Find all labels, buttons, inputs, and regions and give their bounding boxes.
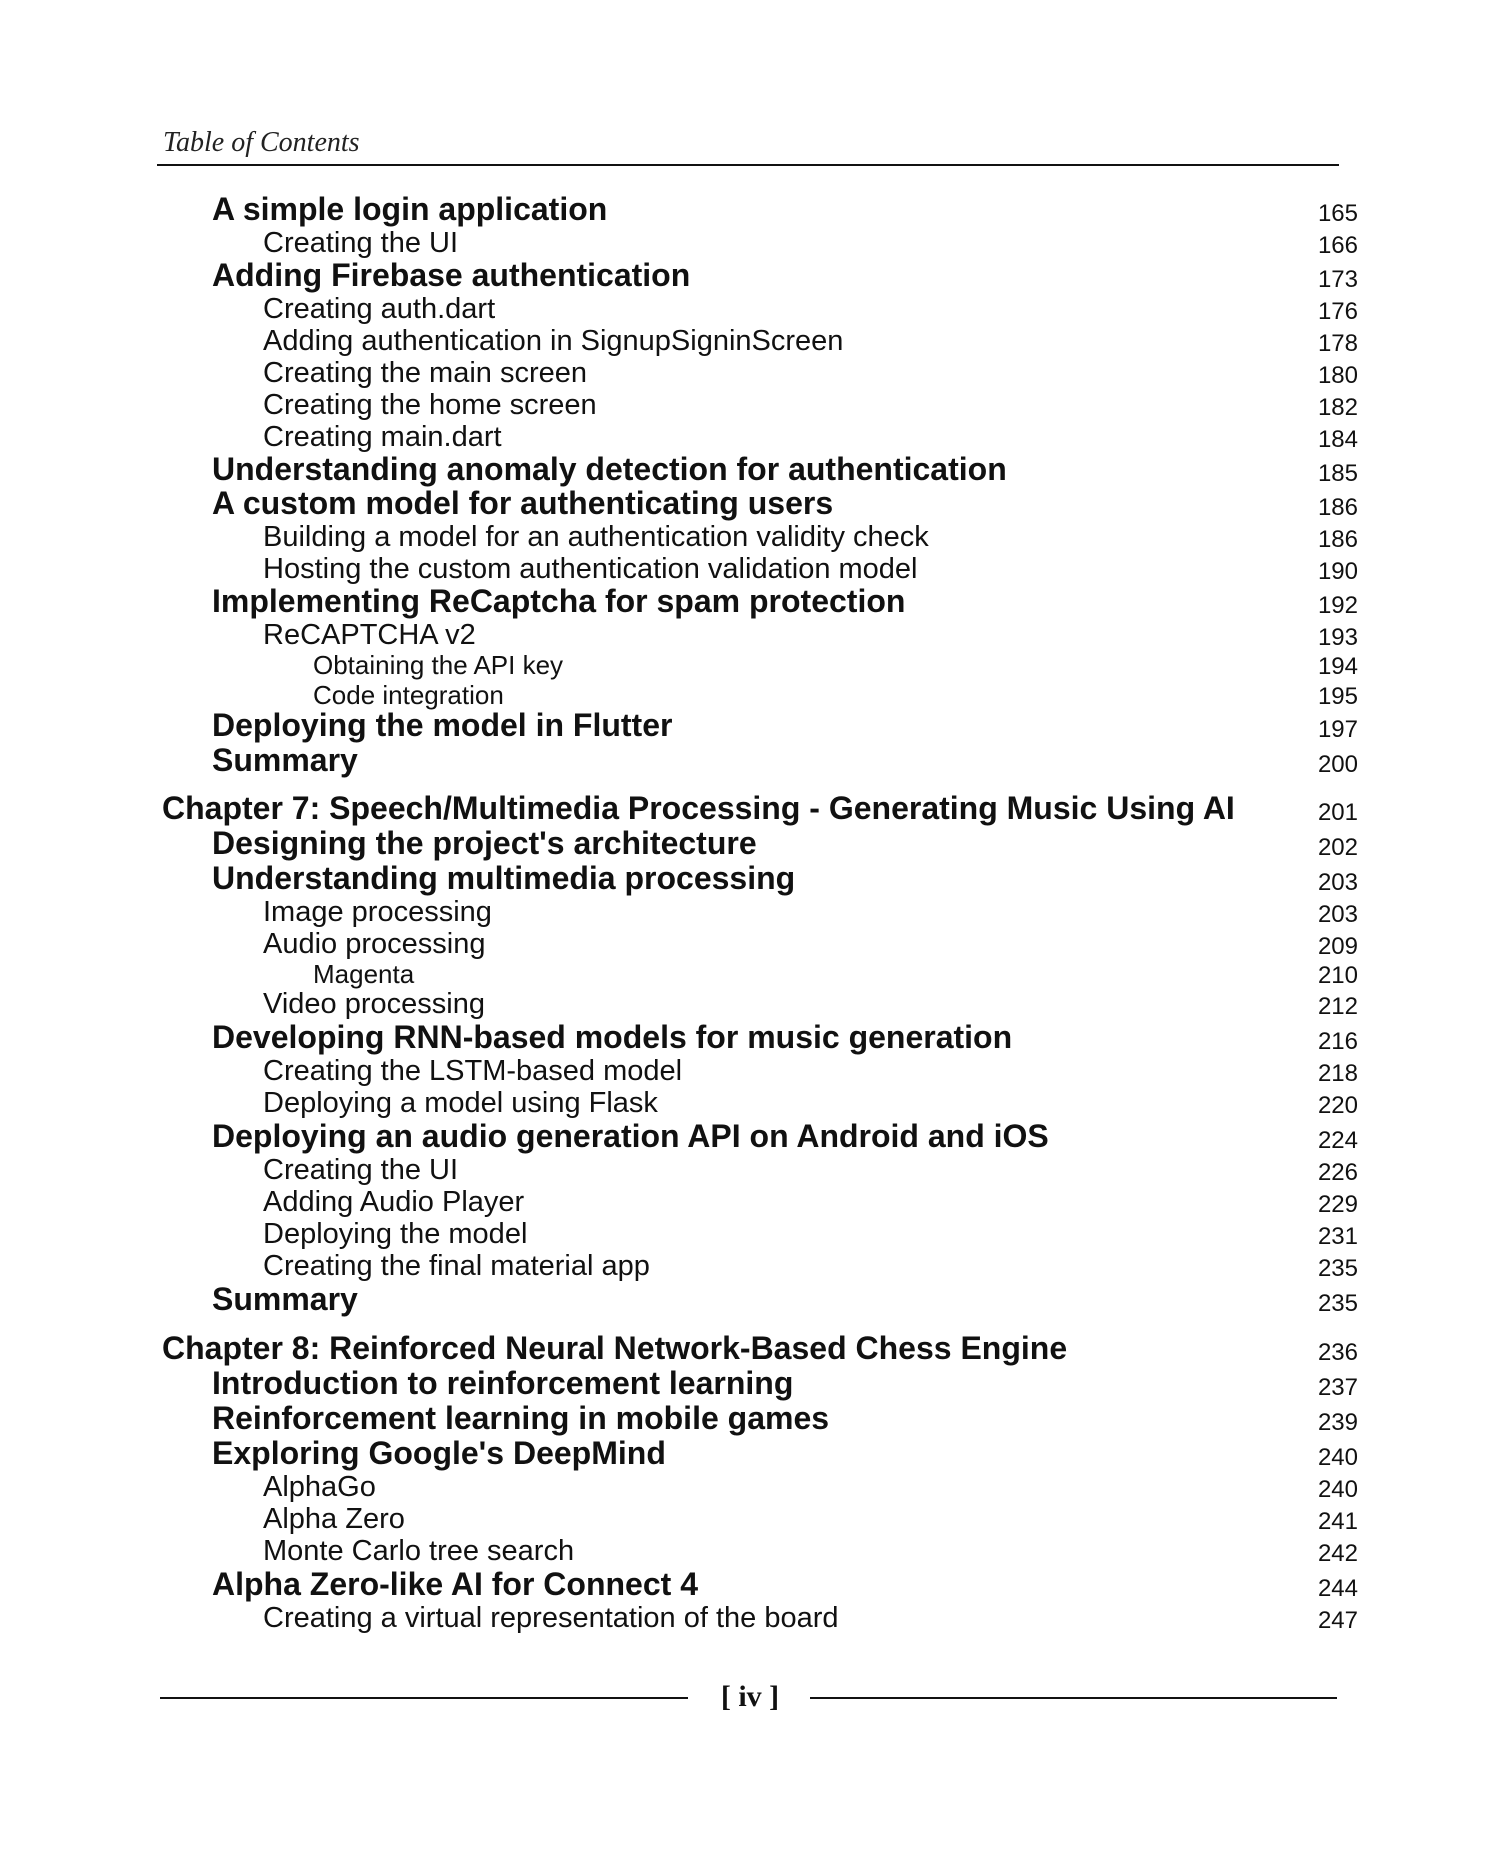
- toc-entry[interactable]: [263, 1153, 1358, 1187]
- toc-entry[interactable]: [263, 420, 1358, 454]
- toc-entry[interactable]: [212, 742, 1358, 779]
- toc-entry-page: 212: [1317, 993, 1358, 1020]
- toc-entry[interactable]: [212, 1281, 1358, 1318]
- toc-entry-title: Summary: [212, 742, 358, 778]
- toc-entry[interactable]: [212, 825, 1358, 862]
- toc-entry-title: Deploying a model using Flask: [263, 1087, 658, 1119]
- toc-entry-page: 194: [1317, 653, 1358, 680]
- toc-entry-page: 237: [1317, 1374, 1358, 1401]
- toc-entry-title: Understanding anomaly detection for authentication: [212, 451, 1007, 487]
- toc-entry-title: Creating the UI: [263, 227, 459, 259]
- toc-entry[interactable]: [212, 1365, 1358, 1402]
- toc-entry-page: 201: [1317, 799, 1358, 826]
- toc-entry-page: 203: [1317, 901, 1358, 928]
- page-number: [ iv ]: [720, 1680, 780, 1713]
- toc-entry[interactable]: [263, 1054, 1358, 1088]
- toc-chapter-entry[interactable]: [162, 1330, 1358, 1367]
- toc-entry-page: 241: [1317, 1508, 1358, 1535]
- toc-entry[interactable]: [212, 451, 1358, 488]
- toc-entry[interactable]: [263, 1534, 1358, 1568]
- toc-entry-page: 192: [1317, 592, 1358, 619]
- toc-entry-page: 190: [1317, 558, 1358, 585]
- toc-entry[interactable]: [263, 520, 1358, 554]
- toc-entry-page: 166: [1317, 232, 1358, 259]
- toc-entry-title: Understanding multimedia processing: [212, 860, 796, 896]
- toc-entry-title: Monte Carlo tree search: [263, 1535, 575, 1567]
- toc-entry-page: 242: [1317, 1540, 1358, 1567]
- toc-entry-title: Creating the UI: [263, 1154, 459, 1186]
- toc-entry-title: Hosting the custom authentication validation model: [263, 553, 918, 585]
- toc-entry-page: 240: [1317, 1444, 1358, 1471]
- toc-entry[interactable]: [263, 1217, 1358, 1251]
- toc-entry-title: Adding Audio Player: [263, 1186, 525, 1218]
- toc-entry-title: Alpha Zero: [263, 1503, 405, 1535]
- toc-entry-page: 209: [1317, 933, 1358, 960]
- toc-entry-page: 173: [1317, 266, 1358, 293]
- toc-entry-page: 176: [1317, 298, 1358, 325]
- toc-entry-title: Deploying the model in Flutter: [212, 707, 673, 743]
- toc-entry-page: 200: [1317, 751, 1358, 778]
- toc-entry-page: 224: [1317, 1127, 1358, 1154]
- toc-entry-title: Introduction to reinforcement learning: [212, 1365, 794, 1401]
- toc-entry-title: Chapter 8: Reinforced Neural Network-Based Chess Engine: [162, 1330, 1068, 1366]
- toc-entry[interactable]: [212, 860, 1358, 897]
- toc-entry-title: Deploying the model: [263, 1218, 528, 1250]
- toc-entry-page: 235: [1317, 1290, 1358, 1317]
- toc-entry-page: 195: [1317, 683, 1358, 710]
- toc-entry-title: Creating main.dart: [263, 421, 502, 453]
- toc-entry-title: A simple login application: [212, 191, 608, 227]
- toc-entry[interactable]: [263, 1601, 1358, 1635]
- toc-entry-title: Creating the LSTM-based model: [263, 1055, 683, 1087]
- toc-entry-page: 210: [1317, 962, 1358, 989]
- toc-entry-title: Creating the final material app: [263, 1250, 650, 1282]
- toc-entry-title: Designing the project's architecture: [212, 825, 757, 861]
- toc-entry-page: 185: [1317, 460, 1358, 487]
- toc-entry-title: Audio processing: [263, 928, 486, 960]
- toc-entry-title: Adding authentication in SignupSigninScreen: [263, 325, 844, 357]
- toc-entry-page: 165: [1317, 200, 1358, 227]
- toc-entry[interactable]: [212, 1118, 1358, 1155]
- toc-entry-page: 239: [1317, 1409, 1358, 1436]
- toc-entry-title: Summary: [212, 1281, 358, 1317]
- toc-entry[interactable]: [313, 677, 1358, 711]
- toc-entry[interactable]: [263, 292, 1358, 326]
- toc-entry[interactable]: [263, 987, 1358, 1021]
- toc-entry[interactable]: [313, 647, 1358, 681]
- toc-entry-page: 216: [1317, 1028, 1358, 1055]
- toc-entry-page: 197: [1317, 716, 1358, 743]
- toc-entry-page: 226: [1317, 1159, 1358, 1186]
- toc-entry-title: Creating the home screen: [263, 389, 597, 421]
- toc-entry-title: Exploring Google's DeepMind: [212, 1435, 666, 1471]
- toc-entry[interactable]: [263, 1470, 1358, 1504]
- toc-entry-title: Adding Firebase authentication: [212, 257, 691, 293]
- toc-entry[interactable]: [263, 226, 1358, 260]
- toc-entry[interactable]: [263, 1086, 1358, 1120]
- toc-entry[interactable]: [263, 324, 1358, 358]
- toc-entry-page: 182: [1317, 394, 1358, 421]
- toc-entry-page: 240: [1317, 1476, 1358, 1503]
- toc-entry[interactable]: [212, 1435, 1358, 1472]
- toc-entry-title: Alpha Zero-like AI for Connect 4: [212, 1566, 698, 1602]
- toc-entry[interactable]: [263, 388, 1358, 422]
- toc-entry-page: 178: [1317, 330, 1358, 357]
- toc-entry[interactable]: [212, 707, 1358, 744]
- toc-chapter-entry[interactable]: [162, 790, 1358, 827]
- toc-entry[interactable]: [212, 1400, 1358, 1437]
- toc-entry-page: 229: [1317, 1191, 1358, 1218]
- toc-entry-title: Reinforcement learning in mobile games: [212, 1400, 830, 1436]
- header-rule: [157, 164, 1339, 166]
- toc-entry[interactable]: [212, 1019, 1358, 1056]
- toc-entry-title: Chapter 7: Speech/Multimedia Processing - Generating Music Using AI: [162, 790, 1235, 826]
- toc-entry[interactable]: [263, 552, 1358, 586]
- toc-entry[interactable]: [263, 356, 1358, 390]
- toc-entry-page: 193: [1317, 624, 1358, 651]
- toc-entry[interactable]: [212, 191, 1358, 228]
- toc-entry-page: 235: [1317, 1255, 1358, 1282]
- toc-entry-page: 203: [1317, 869, 1358, 896]
- toc-entry-title: Creating the main screen: [263, 357, 587, 389]
- toc-entry-page: 218: [1317, 1060, 1358, 1087]
- toc-entry-page: 186: [1317, 526, 1358, 553]
- toc-entry[interactable]: [263, 895, 1358, 929]
- toc-entry-title: AlphaGo: [263, 1471, 376, 1503]
- toc-entry-title: Obtaining the API key: [313, 650, 564, 680]
- toc-entry[interactable]: [313, 956, 1358, 990]
- toc-entry-title: Developing RNN-based models for music generation: [212, 1019, 1013, 1055]
- toc-entry-title: Building a model for an authentication validity check: [263, 521, 929, 553]
- toc-entry[interactable]: [263, 1249, 1358, 1283]
- toc-entry[interactable]: [212, 1566, 1358, 1603]
- footer-rule-left: [160, 1697, 688, 1699]
- toc-entry[interactable]: [212, 583, 1358, 620]
- toc-entry-title: Implementing ReCaptcha for spam protection: [212, 583, 906, 619]
- toc-entry-page: 184: [1317, 426, 1358, 453]
- toc-entry-page: 231: [1317, 1223, 1358, 1250]
- toc-entry-title: A custom model for authenticating users: [212, 485, 834, 521]
- running-header: Table of Contents: [163, 127, 360, 158]
- toc-entry[interactable]: [263, 1185, 1358, 1219]
- toc-entry-page: 202: [1317, 834, 1358, 861]
- toc-entry-title: Magenta: [313, 959, 415, 989]
- toc-entry-title: Creating auth.dart: [263, 293, 496, 325]
- toc-entry-page: 236: [1317, 1339, 1358, 1366]
- toc-entry-title: ReCAPTCHA v2: [263, 619, 476, 651]
- toc-entry-title: Video processing: [263, 988, 485, 1020]
- footer-rule-right: [810, 1697, 1337, 1699]
- toc-entry[interactable]: [212, 485, 1358, 522]
- toc-entry-title: Image processing: [263, 896, 492, 928]
- toc-entry[interactable]: [212, 257, 1358, 294]
- toc-entry-page: 186: [1317, 494, 1358, 521]
- toc-entry-title: Code integration: [313, 680, 504, 710]
- toc-entry-title: Deploying an audio generation API on Android and iOS: [212, 1118, 1049, 1154]
- toc-entry-page: 180: [1317, 362, 1358, 389]
- toc-entry-page: 247: [1317, 1607, 1358, 1634]
- toc-entry-page: 220: [1317, 1092, 1358, 1119]
- toc-entry[interactable]: [263, 1502, 1358, 1536]
- toc-entry-title: Creating a virtual representation of the board: [263, 1602, 839, 1634]
- toc-entry-page: 244: [1317, 1575, 1358, 1602]
